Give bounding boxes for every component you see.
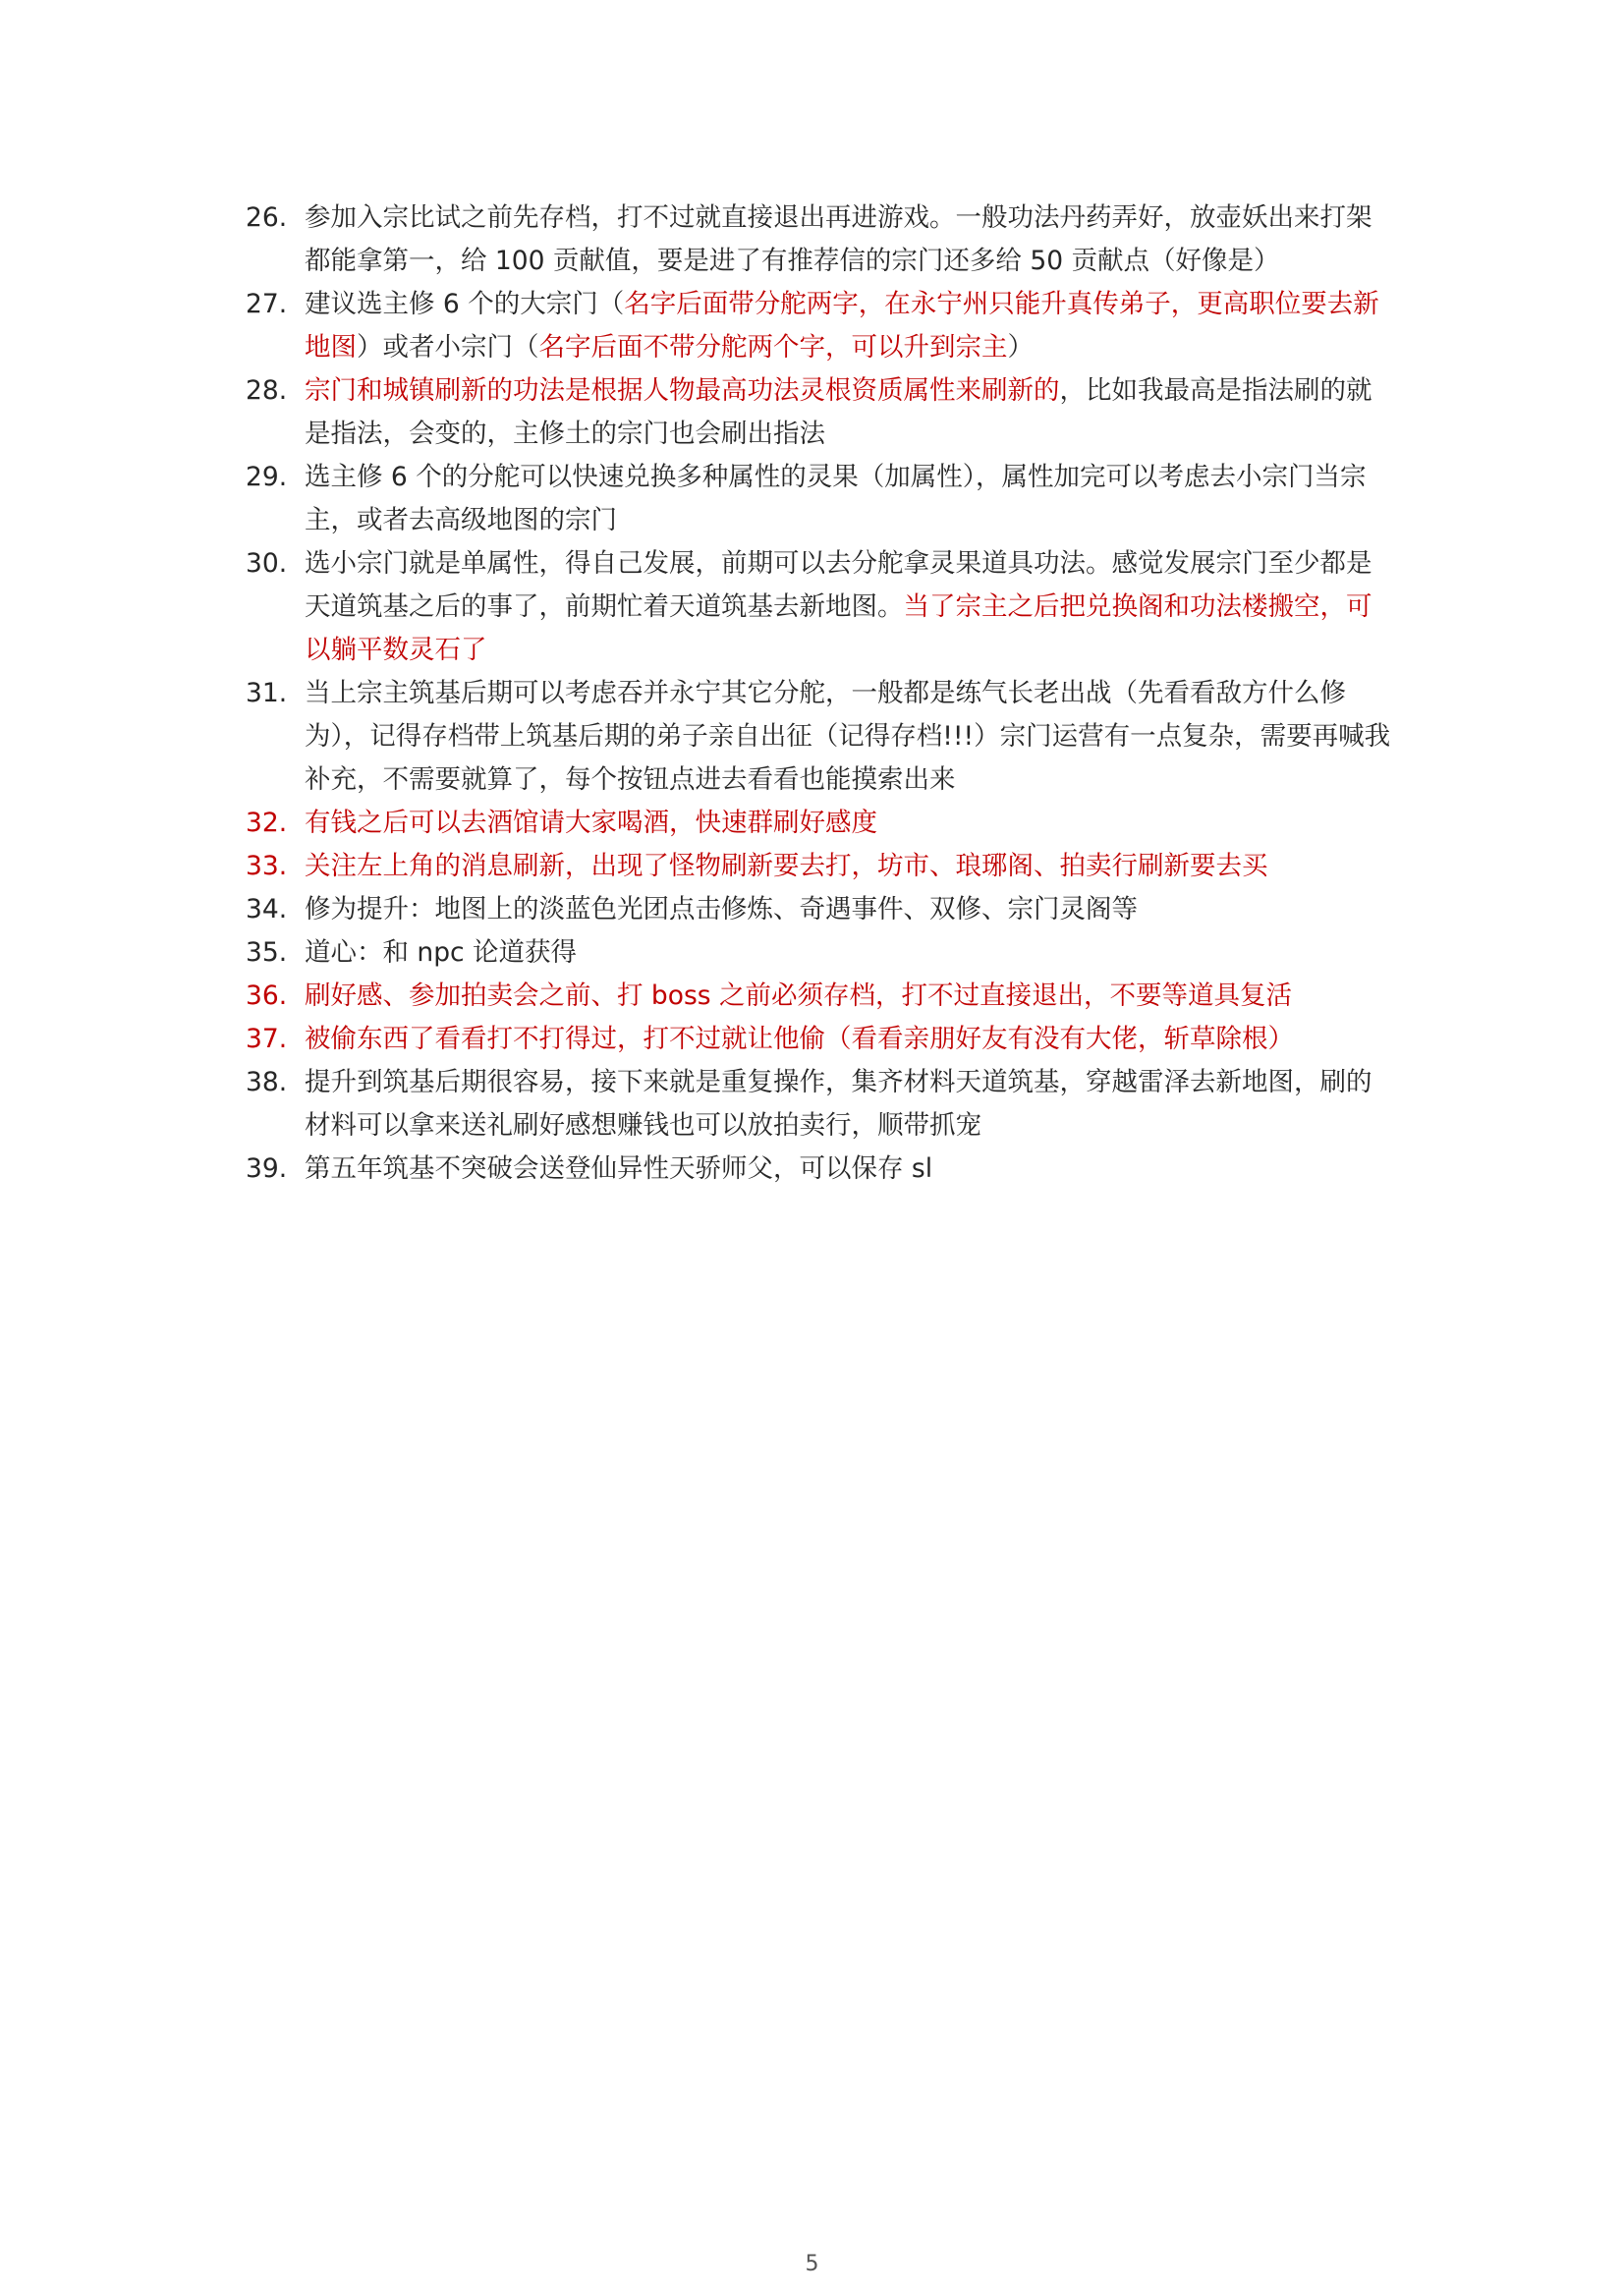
tip-text-highlight: 关注左上角的消息刷新，出现了怪物刷新要去打，坊市、琅琊阁、拍卖行刷新要去买	[305, 851, 1268, 881]
document-page-content	[246, 196, 1395, 1191]
tip-text	[305, 888, 1395, 931]
tip-text-segment: 选小宗门就是单属性，得自己发展，前期可以去分舵拿灵果道具功法。感觉发展宗门至少都是天道筑基之后的事了，前期忙着天道筑基去新地图。	[305, 548, 1372, 622]
tip-item-30	[246, 542, 1395, 672]
tip-number: 33.	[246, 851, 288, 881]
tip-text	[305, 802, 1395, 845]
tip-text-highlight: 有钱之后可以去酒馆请大家喝酒，快速群刷好感度	[305, 808, 877, 838]
tip-text	[305, 196, 1395, 283]
tip-item-27	[246, 283, 1395, 369]
tip-item-37	[246, 1018, 1395, 1061]
tip-item-36	[246, 975, 1395, 1018]
tip-text-segment: 建议选主修 6 个的大宗门（	[305, 289, 625, 319]
tip-text	[305, 369, 1395, 456]
tip-text	[305, 1148, 1395, 1191]
tip-text-segment: 选主修 6 个的分舵可以快速兑换多种属性的灵果（加属性），属性加完可以考虑去小宗门当宗主，或者去高级地图的宗门	[305, 462, 1367, 535]
tip-number: 34.	[246, 894, 288, 924]
tip-item-26	[246, 196, 1395, 283]
tip-item-38	[246, 1061, 1395, 1148]
tip-text-segment: 参加入宗比试之前先存档，打不过就直接退出再进游戏。一般功法丹药弄好，放壶妖出来打架都能拿第一，给 100 贡献值，要是进了有推荐信的宗门还多给 50 贡献点（好像是）	[305, 202, 1372, 276]
tip-text	[305, 1061, 1395, 1148]
tip-text-segment: 道心：和 npc 论道获得	[305, 937, 578, 968]
tip-number: 38.	[246, 1067, 288, 1097]
tip-item-31	[246, 672, 1395, 802]
tip-item-34	[246, 888, 1395, 931]
tip-number: 31.	[246, 678, 288, 708]
tip-item-28	[246, 369, 1395, 456]
tips-list	[246, 196, 1395, 1191]
tip-number: 36.	[246, 980, 288, 1011]
tip-text	[305, 975, 1395, 1018]
tip-number: 27.	[246, 289, 288, 319]
tip-text-segment: 修为提升：地图上的淡蓝色光团点击修炼、奇遇事件、双修、宗门灵阁等	[305, 894, 1138, 924]
tip-text-highlight: 名字后面带分舵两字，在永宁州只能升真传弟子，更高职位要去新地图	[305, 289, 1379, 363]
tip-text-highlight: 宗门和城镇刷新的功法是根据人物最高功法灵根资质属性来刷新的	[305, 375, 1060, 406]
tip-number: 35.	[246, 937, 288, 968]
tip-text-highlight: 被偷东西了看看打不打得过，打不过就让他偷（看看亲朋好友有没有大佬，斩草除根）	[305, 1024, 1294, 1054]
tip-text	[305, 931, 1395, 975]
tip-number: 37.	[246, 1024, 288, 1054]
tip-text-segment: 当上宗主筑基后期可以考虑吞并永宁其它分舵，一般都是练气长老出战（先看看敌方什么修为），记得存档带上筑基后期的弟子亲自出征（记得存档!!!）宗门运营有一点复杂，需要再喊我补充，不需要就算了，每个按钮点进去看看也能摸索出来	[305, 678, 1391, 795]
tip-text-highlight: 当了宗主之后把兑换阁和功法楼搬空，可以躺平数灵石了	[305, 591, 1372, 665]
tip-number: 29.	[246, 462, 288, 492]
tip-text-segment: 提升到筑基后期很容易，接下来就是重复操作，集齐材料天道筑基，穿越雷泽去新地图，刷的材料可以拿来送礼刷好感想赚钱也可以放拍卖行，顺带抓宠	[305, 1067, 1372, 1141]
tip-text-segment: ）或者小宗门（	[357, 332, 539, 363]
tip-item-35	[246, 931, 1395, 975]
tip-item-39	[246, 1148, 1395, 1191]
tip-number: 26.	[246, 202, 288, 233]
tip-text	[305, 456, 1395, 542]
tip-item-29	[246, 456, 1395, 542]
tip-number: 30.	[246, 548, 288, 579]
tip-text-segment: ）	[1007, 332, 1034, 363]
tip-text	[305, 845, 1395, 888]
tip-number: 28.	[246, 375, 288, 406]
tip-item-33	[246, 845, 1395, 888]
tip-number: 32.	[246, 808, 288, 838]
page-number: 5	[805, 2252, 819, 2276]
tip-text	[305, 283, 1395, 369]
tip-text-highlight: 名字后面不带分舵两个字，可以升到宗主	[538, 332, 1008, 363]
tip-text	[305, 542, 1395, 672]
tip-text-segment: 第五年筑基不突破会送登仙异性天骄师父，可以保存 sl	[305, 1153, 933, 1184]
tip-text	[305, 672, 1395, 802]
tip-number: 39.	[246, 1153, 288, 1184]
tip-text	[305, 1018, 1395, 1061]
tip-text-highlight: 刷好感、参加拍卖会之前、打 boss 之前必须存档，打不过直接退出，不要等道具复活	[305, 980, 1292, 1011]
tip-item-32	[246, 802, 1395, 845]
tip-text-segment: ，比如我最高是指法刷的就是指法，会变的，主修土的宗门也会刷出指法	[305, 375, 1372, 449]
